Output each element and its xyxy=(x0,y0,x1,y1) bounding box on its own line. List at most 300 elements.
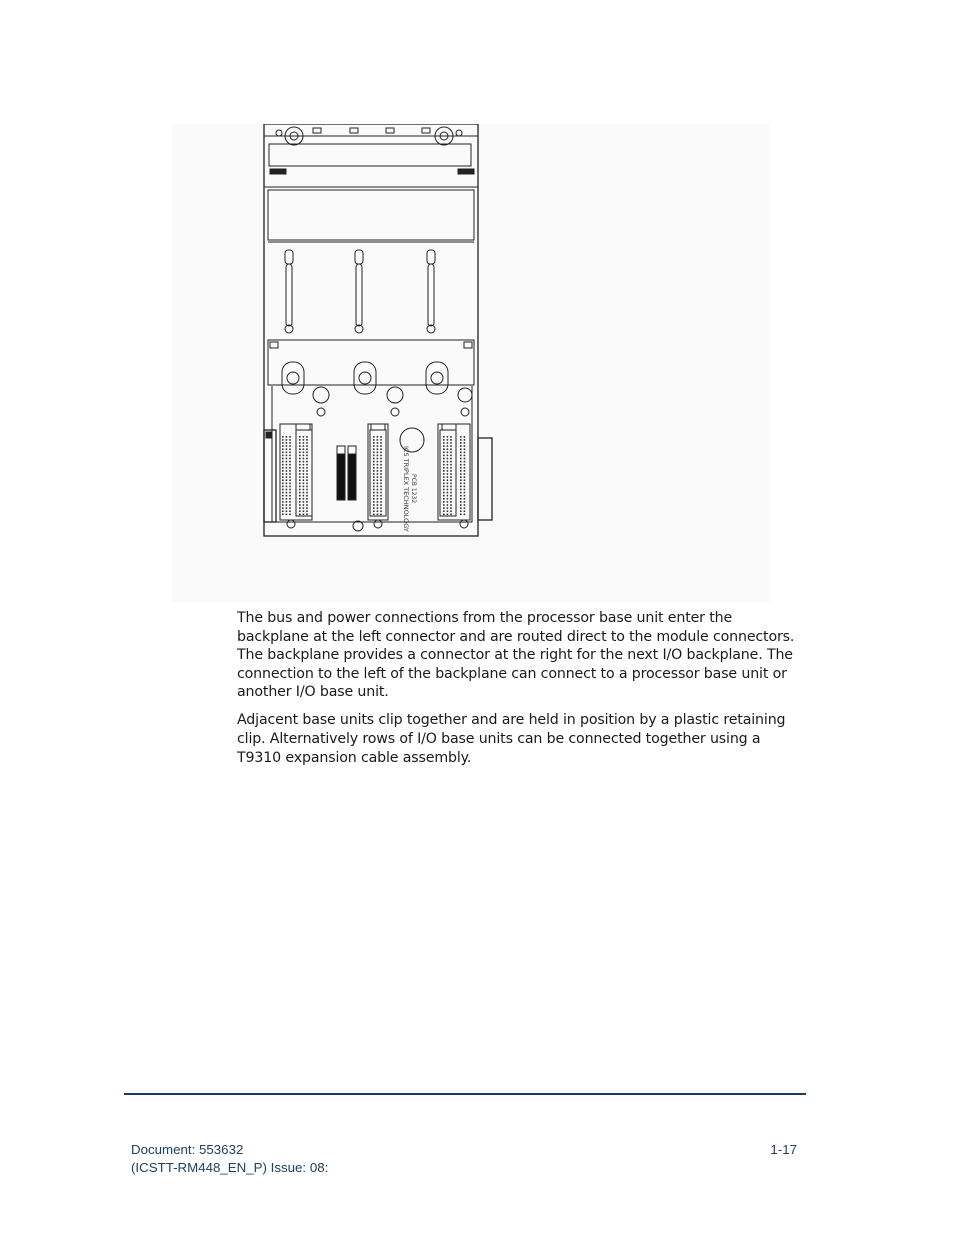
connector-pin xyxy=(306,495,308,497)
connector-pin xyxy=(447,473,449,475)
connector-pin xyxy=(380,448,382,450)
connector-pin xyxy=(289,489,291,491)
connector-pin xyxy=(447,436,449,438)
connector-pin xyxy=(282,514,284,516)
connector-pin xyxy=(377,479,379,481)
connector-pin xyxy=(303,436,305,438)
connector-pin xyxy=(282,510,284,512)
connector-pin xyxy=(286,442,288,444)
connector-pin xyxy=(306,436,308,438)
connector-pin xyxy=(377,510,379,512)
connector-pin xyxy=(464,445,466,447)
connector-pin xyxy=(447,514,449,516)
connector-pin xyxy=(460,448,462,450)
connector-pin xyxy=(460,458,462,460)
connector-pin xyxy=(373,479,375,481)
connector-pin xyxy=(299,495,301,497)
connector-pin xyxy=(443,507,445,509)
connector-pin xyxy=(299,461,301,463)
connector-pin xyxy=(373,486,375,488)
connector-pin xyxy=(306,461,308,463)
connector-pin xyxy=(464,514,466,516)
connector-pin xyxy=(299,514,301,516)
connector-pin xyxy=(450,510,452,512)
connector-pin xyxy=(464,507,466,509)
connector-pin xyxy=(286,467,288,469)
connector-pin xyxy=(286,458,288,460)
connector-pin xyxy=(380,467,382,469)
connector-pin xyxy=(373,492,375,494)
connector-pin xyxy=(460,501,462,503)
connector-pin xyxy=(282,448,284,450)
connector-pin xyxy=(286,476,288,478)
connector-pin xyxy=(464,501,466,503)
connector-pin xyxy=(377,439,379,441)
connector-pin xyxy=(289,492,291,494)
connector-pin xyxy=(460,495,462,497)
connector-pin xyxy=(286,445,288,447)
connector-pin xyxy=(282,479,284,481)
connector-pin xyxy=(380,514,382,516)
connector-pin xyxy=(377,442,379,444)
connector-pin xyxy=(464,495,466,497)
connector-pin xyxy=(377,473,379,475)
connector-pin xyxy=(450,495,452,497)
connector-pin xyxy=(373,464,375,466)
connector-pin xyxy=(450,445,452,447)
connector-pin xyxy=(306,455,308,457)
connector-pin xyxy=(289,448,291,450)
connector-pin xyxy=(299,436,301,438)
connector-pin xyxy=(286,510,288,512)
connector-pin xyxy=(306,501,308,503)
connector-pin xyxy=(299,492,301,494)
connector-pin xyxy=(380,507,382,509)
connector-pin xyxy=(443,445,445,447)
terminal-block-left xyxy=(337,454,345,500)
connector-pin xyxy=(306,448,308,450)
connector-pin xyxy=(299,479,301,481)
paragraph-retaining-clip: Adjacent base units clip together and are held in position by a plastic retaining clip. Alternatively rows of I/O base units can be connected together using a T9310 expansion cable assembly. xyxy=(237,712,786,766)
connector-pin xyxy=(450,467,452,469)
connector-pin xyxy=(299,486,301,488)
connector-pin xyxy=(373,458,375,460)
connector-pin xyxy=(447,464,449,466)
connector-pin xyxy=(443,470,445,472)
connector-pin xyxy=(299,445,301,447)
connector-pin xyxy=(460,473,462,475)
connector-pin xyxy=(377,470,379,472)
connector-pin xyxy=(299,470,301,472)
connector-pin xyxy=(286,473,288,475)
connector-pin xyxy=(306,467,308,469)
connector-pin xyxy=(282,461,284,463)
connector-pin xyxy=(303,489,305,491)
connector-pin xyxy=(380,504,382,506)
connector-pin xyxy=(373,504,375,506)
connector-pin xyxy=(460,479,462,481)
connector-pin xyxy=(289,445,291,447)
connector-pin xyxy=(377,461,379,463)
connector-pin xyxy=(299,507,301,509)
connector-pin xyxy=(464,470,466,472)
connector-pin xyxy=(289,464,291,466)
connector-pin xyxy=(460,470,462,472)
connector-pin xyxy=(460,455,462,457)
connector-pin xyxy=(303,458,305,460)
connector-pin xyxy=(303,442,305,444)
connector-pin xyxy=(282,455,284,457)
key-slot-right xyxy=(427,250,435,333)
connector-pin xyxy=(282,442,284,444)
connector-pin xyxy=(464,476,466,478)
connector-pin xyxy=(380,452,382,454)
connector-pin xyxy=(447,476,449,478)
connector-pin xyxy=(299,452,301,454)
connector-pin xyxy=(377,448,379,450)
connector-pin xyxy=(460,489,462,491)
connector-pin xyxy=(443,510,445,512)
connector-pin xyxy=(306,445,308,447)
connector-pin xyxy=(380,476,382,478)
connector-pin xyxy=(380,492,382,494)
connector-pin xyxy=(447,510,449,512)
connector-pin xyxy=(377,492,379,494)
connector-pin xyxy=(286,461,288,463)
connector-pin xyxy=(282,492,284,494)
connector-pin xyxy=(464,442,466,444)
connector-pin xyxy=(380,439,382,441)
connector-pin xyxy=(289,439,291,441)
connector-pin xyxy=(299,498,301,500)
connector-pin xyxy=(299,501,301,503)
connector-pin xyxy=(282,452,284,454)
connector-pin xyxy=(450,439,452,441)
connector-pin xyxy=(450,452,452,454)
connector-pin xyxy=(377,467,379,469)
connector-pin xyxy=(443,467,445,469)
connector-pin xyxy=(443,489,445,491)
connector-pin xyxy=(289,458,291,460)
connector-pin xyxy=(303,452,305,454)
connector-pin xyxy=(373,501,375,503)
connector-pin xyxy=(447,501,449,503)
io-base-unit-drawing xyxy=(172,124,770,602)
latch-left xyxy=(270,169,286,174)
connector-pin xyxy=(450,448,452,450)
module-rail xyxy=(268,190,474,240)
key-slot-middle xyxy=(355,250,363,333)
connector-pin xyxy=(289,486,291,488)
connector-pin xyxy=(299,464,301,466)
mounting-boss-middle xyxy=(354,362,376,394)
connector-pin xyxy=(380,470,382,472)
connector-pin xyxy=(306,439,308,441)
connector-pin xyxy=(380,464,382,466)
connector-pin xyxy=(289,473,291,475)
connector-pin xyxy=(303,501,305,503)
connector-pin xyxy=(377,501,379,503)
connector-pin xyxy=(373,467,375,469)
connector-pin xyxy=(443,464,445,466)
connector-pin xyxy=(377,514,379,516)
connector-pin xyxy=(450,470,452,472)
connector-pin xyxy=(282,470,284,472)
connector-pin xyxy=(286,492,288,494)
connector-pin xyxy=(464,510,466,512)
top-channel xyxy=(269,144,471,166)
connector-pin xyxy=(450,455,452,457)
connector-pin xyxy=(377,452,379,454)
connector-pin xyxy=(460,492,462,494)
connector-pin xyxy=(282,498,284,500)
connector-pin xyxy=(303,498,305,500)
connector-pin xyxy=(373,483,375,485)
connector-pin xyxy=(447,467,449,469)
connector-pin xyxy=(306,479,308,481)
connector-pin xyxy=(373,452,375,454)
connector-pin xyxy=(289,452,291,454)
connector-pin xyxy=(464,464,466,466)
latch-right xyxy=(458,169,474,174)
connector-pin xyxy=(303,504,305,506)
connector-pin xyxy=(377,445,379,447)
connector-pin xyxy=(443,495,445,497)
connector-pin xyxy=(377,489,379,491)
connector-pin xyxy=(443,483,445,485)
connector-pin xyxy=(464,479,466,481)
connector-pin xyxy=(464,452,466,454)
connector-pin xyxy=(377,436,379,438)
connector-pin xyxy=(464,483,466,485)
connector-pin xyxy=(447,504,449,506)
connector-pin xyxy=(299,473,301,475)
connector-pin xyxy=(306,498,308,500)
connector-pin xyxy=(377,486,379,488)
connector-pin xyxy=(380,486,382,488)
connector-pin xyxy=(460,464,462,466)
connector-pin xyxy=(289,483,291,485)
connector-pin xyxy=(464,436,466,438)
connector-pin xyxy=(303,461,305,463)
connector-pin xyxy=(450,486,452,488)
connector-pin xyxy=(460,486,462,488)
connector-pin xyxy=(447,439,449,441)
mounting-boss-left xyxy=(282,362,304,394)
connector-pin xyxy=(306,486,308,488)
connector-pin xyxy=(443,501,445,503)
connector-pin xyxy=(460,452,462,454)
connector-pin xyxy=(282,439,284,441)
connector-pin xyxy=(286,507,288,509)
connector-pin xyxy=(286,479,288,481)
connector-pin xyxy=(447,483,449,485)
connector-pin xyxy=(377,483,379,485)
connector-pin xyxy=(306,464,308,466)
connector-pin xyxy=(377,498,379,500)
connector-pin xyxy=(289,501,291,503)
connector-pin xyxy=(373,448,375,450)
pcb-part-label: PCB 1232 xyxy=(410,474,417,504)
connector-pin xyxy=(299,458,301,460)
connector-pin xyxy=(303,476,305,478)
connector-pin xyxy=(460,498,462,500)
connector-pin xyxy=(303,439,305,441)
connector-pin xyxy=(443,442,445,444)
connector-pin xyxy=(299,442,301,444)
connector-pin xyxy=(460,504,462,506)
connector-pin xyxy=(289,510,291,512)
connector-pin xyxy=(299,467,301,469)
pcb-manufacturer-label: ICS TRIPLEX TECHNOLOGY xyxy=(402,446,410,532)
connector-pin xyxy=(289,495,291,497)
connector-pin xyxy=(380,510,382,512)
connector-pin xyxy=(289,436,291,438)
connector-pin xyxy=(443,476,445,478)
connector-pin xyxy=(286,486,288,488)
connector-pin xyxy=(373,436,375,438)
connector-pin xyxy=(289,461,291,463)
connector-pin xyxy=(299,448,301,450)
footer-rule xyxy=(124,1093,806,1095)
connector-pin xyxy=(443,479,445,481)
connector-pin xyxy=(377,464,379,466)
connector-pin xyxy=(450,514,452,516)
connector-pin xyxy=(464,461,466,463)
connector-pin xyxy=(450,458,452,460)
connector-pin xyxy=(447,495,449,497)
connector-pin xyxy=(303,514,305,516)
connector-pin xyxy=(377,495,379,497)
connector-pin xyxy=(443,492,445,494)
connector-pin xyxy=(464,439,466,441)
connector-pin xyxy=(377,455,379,457)
connector-pin xyxy=(286,439,288,441)
connector-pin xyxy=(306,452,308,454)
connector-pin xyxy=(303,483,305,485)
connector-pin xyxy=(447,458,449,460)
connector-pin xyxy=(299,439,301,441)
connector-pin xyxy=(443,458,445,460)
connector-pin xyxy=(450,479,452,481)
connector-pin xyxy=(299,455,301,457)
connector-pin xyxy=(460,445,462,447)
connector-pin xyxy=(303,455,305,457)
connector-pin xyxy=(450,442,452,444)
connector-pin xyxy=(447,492,449,494)
connector-pin xyxy=(306,514,308,516)
connector-pin xyxy=(282,467,284,469)
connector-pin xyxy=(447,486,449,488)
connector-pin xyxy=(450,483,452,485)
body-text xyxy=(237,609,797,777)
connector-pin xyxy=(282,495,284,497)
connector-pin xyxy=(447,461,449,463)
connector-pin xyxy=(443,514,445,516)
connector-pin xyxy=(377,504,379,506)
connector-pin xyxy=(464,492,466,494)
connector-pin xyxy=(373,461,375,463)
key-slot-left xyxy=(285,250,293,333)
connector-pin xyxy=(373,510,375,512)
connector-pin xyxy=(373,498,375,500)
connector-pin xyxy=(289,504,291,506)
connector-pin xyxy=(380,489,382,491)
connector-pin xyxy=(450,461,452,463)
connector-pin xyxy=(282,458,284,460)
connector-pin xyxy=(286,483,288,485)
connector-pin xyxy=(450,436,452,438)
connector-pin xyxy=(289,507,291,509)
connector-pin xyxy=(443,473,445,475)
connector-pin xyxy=(460,510,462,512)
connector-pin xyxy=(450,498,452,500)
connector-pin xyxy=(373,470,375,472)
connector-pin xyxy=(303,445,305,447)
connector-pin xyxy=(443,498,445,500)
connector-pin xyxy=(443,452,445,454)
connector-pin xyxy=(380,483,382,485)
connector-pin xyxy=(373,489,375,491)
connector-pin xyxy=(464,458,466,460)
connector-pin xyxy=(377,476,379,478)
connector-pin xyxy=(303,479,305,481)
connector-pin xyxy=(286,504,288,506)
connector-pin xyxy=(447,470,449,472)
connector-pin xyxy=(450,464,452,466)
connector-pin xyxy=(282,483,284,485)
connector-pin xyxy=(286,452,288,454)
connector-pin xyxy=(450,504,452,506)
connector-pin xyxy=(303,473,305,475)
connector-pin xyxy=(286,448,288,450)
connector-pin xyxy=(306,483,308,485)
connector-pin xyxy=(447,452,449,454)
connector-pin xyxy=(464,498,466,500)
connector-pin xyxy=(460,476,462,478)
connector-pin xyxy=(443,439,445,441)
connector-pin xyxy=(380,445,382,447)
connector-pin xyxy=(282,489,284,491)
footer-document-number: Document: 553632 xyxy=(131,1142,244,1157)
connector-pin xyxy=(380,461,382,463)
connector-pin xyxy=(282,507,284,509)
connector-pin xyxy=(289,476,291,478)
connector-pin xyxy=(306,476,308,478)
connector-pin xyxy=(460,483,462,485)
connector-pin xyxy=(443,504,445,506)
footer-document-info xyxy=(131,1141,328,1177)
connector-pin xyxy=(373,495,375,497)
connector-pin xyxy=(443,461,445,463)
connector-pin xyxy=(286,470,288,472)
connector-pin xyxy=(464,489,466,491)
connector-pin xyxy=(303,470,305,472)
connector-pin xyxy=(443,436,445,438)
connector-pin xyxy=(282,486,284,488)
connector-pin xyxy=(303,486,305,488)
connector-pin xyxy=(447,498,449,500)
backplane-pcb xyxy=(272,386,472,522)
connector-pin xyxy=(289,442,291,444)
connector-pin xyxy=(306,442,308,444)
footer-page-number: 1-17 xyxy=(770,1142,797,1157)
connector-pin xyxy=(289,455,291,457)
connector-pin xyxy=(286,436,288,438)
connector-pin xyxy=(306,492,308,494)
connector-pin xyxy=(286,455,288,457)
connector-pin xyxy=(460,442,462,444)
